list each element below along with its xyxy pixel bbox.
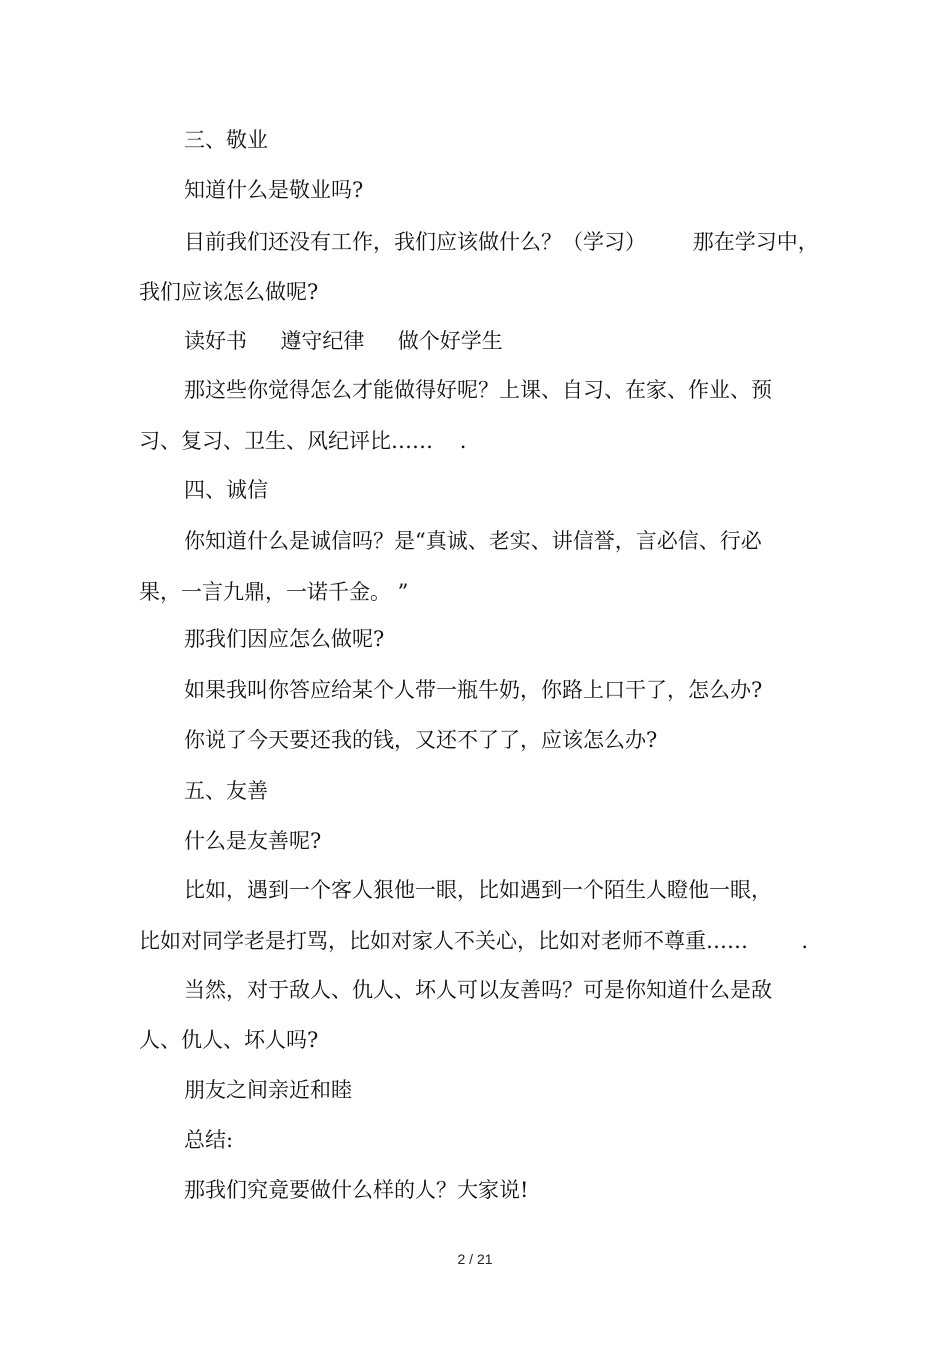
- paragraph-line: 目前我们还没有工作，我们应该做什么？（学习） 那在学习中，: [184, 230, 819, 254]
- paragraph-line: 当然，对于敌人、仇人、坏人可以友善吗？可是你知道什么是敌: [184, 978, 772, 1002]
- paragraph-line: 那我们究竟要做什么样的人？大家说!: [184, 1178, 529, 1202]
- paragraph-line: 知道什么是敬业吗?: [184, 178, 364, 202]
- paragraph-line: 你知道什么是诚信吗？是“真诚、老实、讲信誉，言必信、行必: [184, 529, 762, 553]
- page-number: 2 / 21: [457, 1251, 493, 1267]
- paragraph-line: 习、复习、卫生、风纪评比…… .: [139, 429, 467, 453]
- paragraph-line: 比如对同学老是打骂，比如对家人不关心，比如对老师不尊重…… .: [139, 929, 809, 953]
- paragraph-line: 比如，遇到一个客人狠他一眼，比如遇到一个陌生人瞪他一眼，: [184, 878, 772, 902]
- section-heading-integrity: 四、诚信: [184, 478, 268, 502]
- paragraph-line: 那我们因应怎么做呢?: [184, 627, 385, 651]
- paragraph-line: 你说了今天要还我的钱，又还不了了，应该怎么办?: [184, 728, 658, 752]
- section-heading-dedication: 三、敬业: [184, 128, 268, 152]
- paragraph-line: 什么是友善呢?: [184, 829, 322, 853]
- paragraph-line: 读好书 遵守纪律 做个好学生: [184, 329, 503, 353]
- paragraph-line: 那这些你觉得怎么才能做得好呢？上课、自习、在家、作业、预: [184, 378, 772, 402]
- paragraph-line: 果，一言九鼎，一诺千金。 ”: [139, 580, 409, 604]
- paragraph-line: 如果我叫你答应给某个人带一瓶牛奶，你路上口干了，怎么办?: [184, 678, 763, 702]
- summary-heading: 总结:: [184, 1128, 234, 1152]
- paragraph-line: 朋友之间亲近和睦: [184, 1078, 352, 1102]
- paragraph-line: 人、仇人、坏人吗?: [139, 1028, 319, 1052]
- section-heading-friendliness: 五、友善: [184, 779, 268, 803]
- paragraph-line: 我们应该怎么做呢?: [139, 280, 319, 304]
